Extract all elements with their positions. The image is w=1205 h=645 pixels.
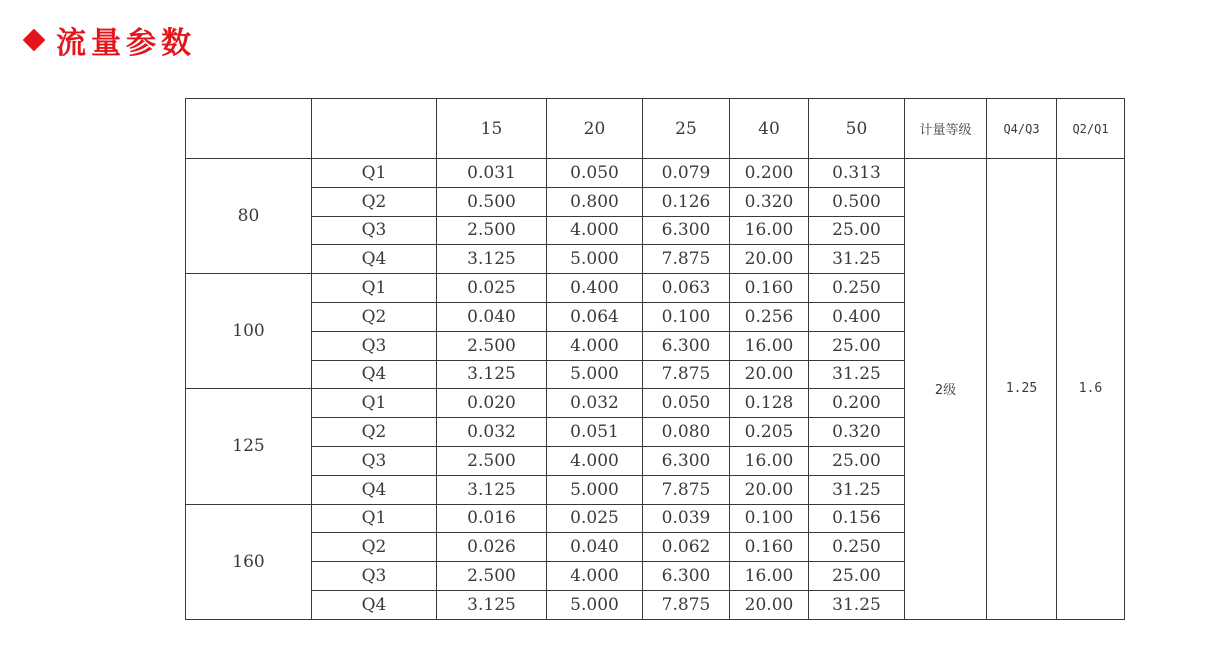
table-cell: 20.00 <box>730 360 809 389</box>
flow-point-label: Q1 <box>312 504 437 533</box>
table-cell: 3.125 <box>437 360 547 389</box>
table-cell: 6.300 <box>643 331 730 360</box>
table-cell: 31.25 <box>809 245 905 274</box>
header-cell-q2q1: Q2/Q1 <box>1057 99 1125 159</box>
flow-point-label: Q2 <box>312 302 437 331</box>
header-cell-blank <box>186 99 312 159</box>
table-cell: 4.000 <box>547 446 643 475</box>
table-cell: 0.800 <box>547 187 643 216</box>
merged-q4q3-cell: 1.25 <box>987 159 1057 620</box>
table-cell: 25.00 <box>809 446 905 475</box>
table-cell: 2.500 <box>437 216 547 245</box>
table-cell: 20.00 <box>730 475 809 504</box>
table-cell: 0.079 <box>643 159 730 188</box>
table-cell: 0.160 <box>730 533 809 562</box>
table-cell: 20.00 <box>730 245 809 274</box>
table-cell: 5.000 <box>547 360 643 389</box>
table-cell: 0.032 <box>437 418 547 447</box>
table-cell: 0.040 <box>547 533 643 562</box>
flow-point-label: Q2 <box>312 187 437 216</box>
table-cell: 0.031 <box>437 159 547 188</box>
header-cell-blank <box>312 99 437 159</box>
table-cell: 16.00 <box>730 562 809 591</box>
header-cell-dn: 20 <box>547 99 643 159</box>
header-cell-dn: 25 <box>643 99 730 159</box>
table-header-row <box>186 99 1125 159</box>
table-cell: 0.128 <box>730 389 809 418</box>
table-cell: 0.100 <box>730 504 809 533</box>
flow-point-label: Q4 <box>312 590 437 619</box>
row-group-label: 125 <box>186 389 312 504</box>
flow-parameter-table <box>185 98 1125 620</box>
section-title: 流量参数 <box>56 26 196 61</box>
table-cell: 0.016 <box>437 504 547 533</box>
table-cell: 3.125 <box>437 590 547 619</box>
table-cell: 31.25 <box>809 590 905 619</box>
table-cell: 0.100 <box>643 302 730 331</box>
table-cell: 2.500 <box>437 562 547 591</box>
table-cell: 31.25 <box>809 475 905 504</box>
table-cell: 0.250 <box>809 533 905 562</box>
table-cell: 25.00 <box>809 562 905 591</box>
table-cell: 25.00 <box>809 216 905 245</box>
section-heading <box>22 18 196 62</box>
table-cell: 4.000 <box>547 216 643 245</box>
table-cell: 0.063 <box>643 274 730 303</box>
table-row <box>186 159 1125 188</box>
flow-point-label: Q3 <box>312 562 437 591</box>
table-cell: 25.00 <box>809 331 905 360</box>
table-cell: 31.25 <box>809 360 905 389</box>
table-cell: 20.00 <box>730 590 809 619</box>
table-cell: 6.300 <box>643 562 730 591</box>
table-cell: 0.500 <box>437 187 547 216</box>
table-cell: 0.062 <box>643 533 730 562</box>
table-cell: 5.000 <box>547 475 643 504</box>
table-cell: 4.000 <box>547 331 643 360</box>
table-cell: 7.875 <box>643 475 730 504</box>
table-cell: 0.160 <box>730 274 809 303</box>
table-cell: 3.125 <box>437 245 547 274</box>
table-cell: 0.200 <box>809 389 905 418</box>
table-cell: 0.050 <box>547 159 643 188</box>
flow-point-label: Q2 <box>312 533 437 562</box>
table-cell: 0.320 <box>730 187 809 216</box>
row-group-label: 100 <box>186 274 312 389</box>
table-cell: 0.032 <box>547 389 643 418</box>
table-cell: 6.300 <box>643 216 730 245</box>
table-cell: 0.020 <box>437 389 547 418</box>
table-cell: 0.126 <box>643 187 730 216</box>
table-cell: 2.500 <box>437 331 547 360</box>
table-cell: 4.000 <box>547 562 643 591</box>
table-cell: 0.313 <box>809 159 905 188</box>
table-cell: 0.050 <box>643 389 730 418</box>
table-cell: 0.205 <box>730 418 809 447</box>
flow-point-label: Q1 <box>312 389 437 418</box>
table-cell: 7.875 <box>643 245 730 274</box>
header-cell-grade: 计量等级 <box>905 99 987 159</box>
flow-point-label: Q3 <box>312 216 437 245</box>
table-cell: 0.080 <box>643 418 730 447</box>
flow-point-label: Q1 <box>312 159 437 188</box>
merged-q2q1-cell: 1.6 <box>1057 159 1125 620</box>
merged-grade-cell: 2级 <box>905 159 987 620</box>
table-cell: 0.256 <box>730 302 809 331</box>
table-cell: 16.00 <box>730 331 809 360</box>
flow-point-label: Q4 <box>312 245 437 274</box>
diamond-bullet-icon <box>23 29 46 52</box>
table-cell: 0.400 <box>547 274 643 303</box>
table-cell: 0.051 <box>547 418 643 447</box>
table-cell: 3.125 <box>437 475 547 504</box>
table-cell: 0.025 <box>547 504 643 533</box>
table-cell: 0.200 <box>730 159 809 188</box>
flow-point-label: Q3 <box>312 331 437 360</box>
table-cell: 0.400 <box>809 302 905 331</box>
table-cell: 7.875 <box>643 590 730 619</box>
table-cell: 16.00 <box>730 446 809 475</box>
row-group-label: 80 <box>186 159 312 274</box>
header-cell-dn: 15 <box>437 99 547 159</box>
flow-point-label: Q2 <box>312 418 437 447</box>
table-cell: 5.000 <box>547 590 643 619</box>
table-cell: 0.320 <box>809 418 905 447</box>
table-cell: 0.064 <box>547 302 643 331</box>
header-cell-q4q3: Q4/Q3 <box>987 99 1057 159</box>
header-cell-dn: 50 <box>809 99 905 159</box>
table-cell: 7.875 <box>643 360 730 389</box>
header-cell-dn: 40 <box>730 99 809 159</box>
table-cell: 0.156 <box>809 504 905 533</box>
table-cell: 0.039 <box>643 504 730 533</box>
table-cell: 16.00 <box>730 216 809 245</box>
table-cell: 6.300 <box>643 446 730 475</box>
flow-point-label: Q4 <box>312 360 437 389</box>
table-cell: 0.500 <box>809 187 905 216</box>
table-cell: 0.250 <box>809 274 905 303</box>
table-cell: 5.000 <box>547 245 643 274</box>
table-cell: 2.500 <box>437 446 547 475</box>
flow-point-label: Q1 <box>312 274 437 303</box>
table-cell: 0.025 <box>437 274 547 303</box>
table-cell: 0.026 <box>437 533 547 562</box>
row-group-label: 160 <box>186 504 312 619</box>
table-cell: 0.040 <box>437 302 547 331</box>
flow-point-label: Q3 <box>312 446 437 475</box>
flow-point-label: Q4 <box>312 475 437 504</box>
